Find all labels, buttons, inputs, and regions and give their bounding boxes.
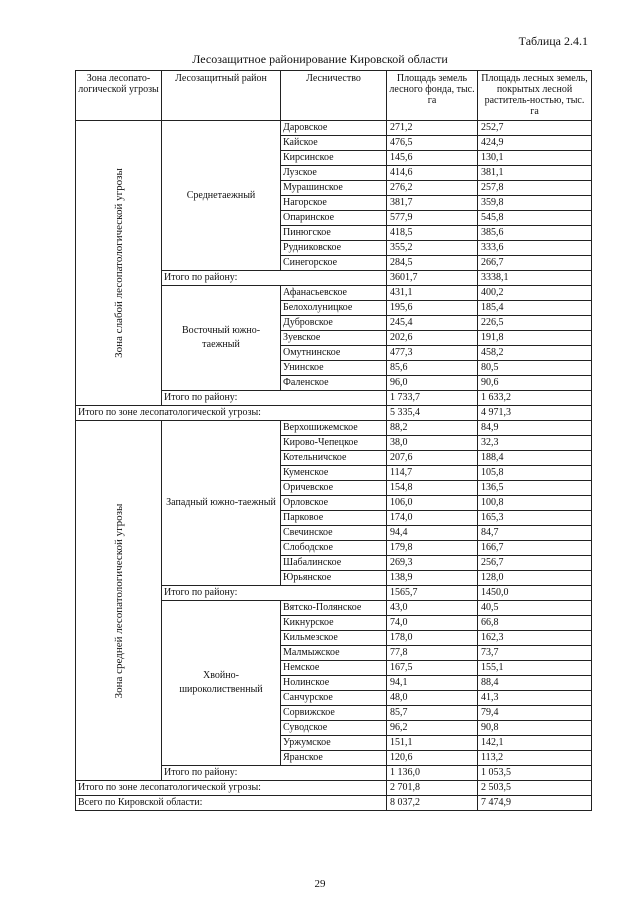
area-fund-value: 88,2 — [387, 421, 478, 436]
forestry-name: Немское — [281, 661, 387, 676]
area-covered-value: 128,0 — [478, 571, 592, 586]
area-fund-value: 271,2 — [387, 121, 478, 136]
area-covered-value: 191,8 — [478, 331, 592, 346]
table-row — [76, 121, 592, 136]
forestry-name: Омутнинское — [281, 346, 387, 361]
region-total-label: Итого по району: — [162, 271, 387, 286]
forestry-name: Кайское — [281, 136, 387, 151]
forestry-name: Нагорское — [281, 196, 387, 211]
area-covered-value: 84,7 — [478, 526, 592, 541]
area-fund-value: 431,1 — [387, 286, 478, 301]
area-covered-value: 79,4 — [478, 706, 592, 721]
region-total-fund: 3601,7 — [387, 271, 478, 286]
area-covered-value: 113,2 — [478, 751, 592, 766]
forestry-name: Пинюгское — [281, 226, 387, 241]
region-total-covered: 1 633,2 — [478, 391, 592, 406]
area-covered-value: 130,1 — [478, 151, 592, 166]
area-covered-value: 142,1 — [478, 736, 592, 751]
area-fund-value: 195,6 — [387, 301, 478, 316]
table-number: Таблица 2.4.1 — [518, 34, 588, 48]
forestry-name: Белохолуницкое — [281, 301, 387, 316]
area-fund-value: 414,6 — [387, 166, 478, 181]
area-fund-value: 476,5 — [387, 136, 478, 151]
area-covered-value: 155,1 — [478, 661, 592, 676]
area-covered-value: 545,8 — [478, 211, 592, 226]
zone-total-label: Итого по зоне лесопатологической угрозы: — [76, 406, 387, 421]
region-name: Хвойно-широколиственный — [162, 601, 281, 766]
area-fund-value: 154,8 — [387, 481, 478, 496]
forestry-name: Парковое — [281, 511, 387, 526]
region-name: Восточный южно-таежный — [162, 286, 281, 391]
zone-name: Зона средней лесопатологической угрозы — [112, 503, 125, 698]
area-covered-value: 40,5 — [478, 601, 592, 616]
forestry-name: Уржумское — [281, 736, 387, 751]
zone-cell — [76, 121, 162, 406]
area-covered-value: 88,4 — [478, 676, 592, 691]
table-header-row — [76, 71, 592, 121]
area-fund-value: 174,0 — [387, 511, 478, 526]
forestry-name: Мурашинское — [281, 181, 387, 196]
area-covered-value: 458,2 — [478, 346, 592, 361]
area-covered-value: 333,6 — [478, 241, 592, 256]
forestry-name: Куменское — [281, 466, 387, 481]
area-fund-value: 43,0 — [387, 601, 478, 616]
region-total-fund: 1565,7 — [387, 586, 478, 601]
forestry-name: Сорвижское — [281, 706, 387, 721]
forestry-name: Фаленское — [281, 376, 387, 391]
forestry-name: Котельничское — [281, 451, 387, 466]
area-covered-value: 165,3 — [478, 511, 592, 526]
forestry-name: Вятско-Полянское — [281, 601, 387, 616]
forestry-name: Шабалинское — [281, 556, 387, 571]
header-region: Лесозащитный район — [162, 71, 281, 121]
forestry-name: Кильмезское — [281, 631, 387, 646]
area-fund-value: 418,5 — [387, 226, 478, 241]
area-covered-value: 166,7 — [478, 541, 592, 556]
grand-total-row — [76, 796, 592, 811]
area-fund-value: 245,4 — [387, 316, 478, 331]
area-covered-value: 185,4 — [478, 301, 592, 316]
forestry-name: Синегорское — [281, 256, 387, 271]
area-covered-value: 424,9 — [478, 136, 592, 151]
zone-total-covered: 2 503,5 — [478, 781, 592, 796]
area-fund-value: 96,0 — [387, 376, 478, 391]
area-fund-value: 74,0 — [387, 616, 478, 631]
area-fund-value: 38,0 — [387, 436, 478, 451]
region-name: Западный южно-таежный — [162, 421, 281, 586]
region-total-label: Итого по району: — [162, 766, 387, 781]
area-covered-value: 162,3 — [478, 631, 592, 646]
zone-total-fund: 2 701,8 — [387, 781, 478, 796]
forestry-name: Суводское — [281, 721, 387, 736]
area-covered-value: 90,8 — [478, 721, 592, 736]
forestry-name: Орловское — [281, 496, 387, 511]
forestry-name: Даровское — [281, 121, 387, 136]
region-total-covered: 1 053,5 — [478, 766, 592, 781]
area-fund-value: 179,8 — [387, 541, 478, 556]
grand-total-fund: 8 037,2 — [387, 796, 478, 811]
area-covered-value: 266,7 — [478, 256, 592, 271]
area-fund-value: 85,7 — [387, 706, 478, 721]
forestry-name: Слободское — [281, 541, 387, 556]
table-caption: Лесозащитное районирование Кировской области — [192, 52, 448, 66]
zone-total-row — [76, 406, 592, 421]
grand-total-covered: 7 474,9 — [478, 796, 592, 811]
forestry-name: Зуевское — [281, 331, 387, 346]
forestry-name: Дубровское — [281, 316, 387, 331]
zone-cell — [76, 421, 162, 781]
forestry-name: Оричевское — [281, 481, 387, 496]
area-fund-value: 202,6 — [387, 331, 478, 346]
page-number: 29 — [314, 878, 326, 890]
area-covered-value: 73,7 — [478, 646, 592, 661]
area-fund-value: 284,5 — [387, 256, 478, 271]
forestry-name: Унинское — [281, 361, 387, 376]
forestry-name: Кирово-Чепецкое — [281, 436, 387, 451]
forestry-name: Юрьянское — [281, 571, 387, 586]
zone-total-row — [76, 781, 592, 796]
forestry-name: Малмыжское — [281, 646, 387, 661]
area-covered-value: 100,8 — [478, 496, 592, 511]
area-fund-value: 114,7 — [387, 466, 478, 481]
area-fund-value: 138,9 — [387, 571, 478, 586]
area-covered-value: 41,3 — [478, 691, 592, 706]
region-name: Среднетаежный — [162, 121, 281, 271]
area-fund-value: 94,4 — [387, 526, 478, 541]
forest-zoning-table — [75, 70, 592, 811]
area-covered-value: 359,8 — [478, 196, 592, 211]
forestry-name: Яранское — [281, 751, 387, 766]
forestry-name: Афанасьевское — [281, 286, 387, 301]
area-fund-value: 120,6 — [387, 751, 478, 766]
zone-total-fund: 5 335,4 — [387, 406, 478, 421]
area-fund-value: 355,2 — [387, 241, 478, 256]
area-fund-value: 94,1 — [387, 676, 478, 691]
forestry-name: Кирсинское — [281, 151, 387, 166]
forestry-name: Опаринское — [281, 211, 387, 226]
area-covered-value: 90,6 — [478, 376, 592, 391]
area-covered-value: 32,3 — [478, 436, 592, 451]
forestry-name: Верхошижемское — [281, 421, 387, 436]
region-total-covered: 1450,0 — [478, 586, 592, 601]
area-fund-value: 145,6 — [387, 151, 478, 166]
area-covered-value: 400,2 — [478, 286, 592, 301]
area-fund-value: 77,8 — [387, 646, 478, 661]
header-zone: Зона лесопато-логической угрозы — [76, 71, 162, 121]
header-area-covered: Площадь лесных земель, покрытых лесной раститель-ностью, тыс. га — [478, 71, 592, 121]
area-covered-value: 105,8 — [478, 466, 592, 481]
zone-total-label: Итого по зоне лесопатологической угрозы: — [76, 781, 387, 796]
area-covered-value: 256,7 — [478, 556, 592, 571]
area-fund-value: 269,3 — [387, 556, 478, 571]
header-forestry: Лесничество — [281, 71, 387, 121]
forestry-name: Рудниковское — [281, 241, 387, 256]
zone-name: Зона слабой лесопатологической угрозы — [112, 168, 125, 358]
area-fund-value: 381,7 — [387, 196, 478, 211]
table-row — [76, 421, 592, 436]
header-area-fund: Площадь земель лесного фонда, тыс. га — [387, 71, 478, 121]
area-fund-value: 96,2 — [387, 721, 478, 736]
area-fund-value: 106,0 — [387, 496, 478, 511]
region-total-label: Итого по району: — [162, 391, 387, 406]
forestry-name: Кикнурское — [281, 616, 387, 631]
area-covered-value: 226,5 — [478, 316, 592, 331]
area-fund-value: 477,3 — [387, 346, 478, 361]
area-covered-value: 252,7 — [478, 121, 592, 136]
region-total-label: Итого по району: — [162, 586, 387, 601]
area-fund-value: 85,6 — [387, 361, 478, 376]
area-fund-value: 207,6 — [387, 451, 478, 466]
region-total-fund: 1 733,7 — [387, 391, 478, 406]
forestry-name: Лузское — [281, 166, 387, 181]
region-total-fund: 1 136,0 — [387, 766, 478, 781]
grand-total-label: Всего по Кировской области: — [76, 796, 387, 811]
area-fund-value: 167,5 — [387, 661, 478, 676]
area-covered-value: 385,6 — [478, 226, 592, 241]
area-fund-value: 151,1 — [387, 736, 478, 751]
forestry-name: Санчурское — [281, 691, 387, 706]
area-covered-value: 66,8 — [478, 616, 592, 631]
area-fund-value: 178,0 — [387, 631, 478, 646]
area-covered-value: 136,5 — [478, 481, 592, 496]
area-covered-value: 80,5 — [478, 361, 592, 376]
area-covered-value: 381,1 — [478, 166, 592, 181]
forestry-name: Нолинское — [281, 676, 387, 691]
area-fund-value: 577,9 — [387, 211, 478, 226]
area-covered-value: 188,4 — [478, 451, 592, 466]
area-covered-value: 257,8 — [478, 181, 592, 196]
table-body — [76, 121, 592, 811]
region-total-covered: 3338,1 — [478, 271, 592, 286]
area-covered-value: 84,9 — [478, 421, 592, 436]
area-fund-value: 48,0 — [387, 691, 478, 706]
area-fund-value: 276,2 — [387, 181, 478, 196]
forestry-name: Свечинское — [281, 526, 387, 541]
zone-total-covered: 4 971,3 — [478, 406, 592, 421]
